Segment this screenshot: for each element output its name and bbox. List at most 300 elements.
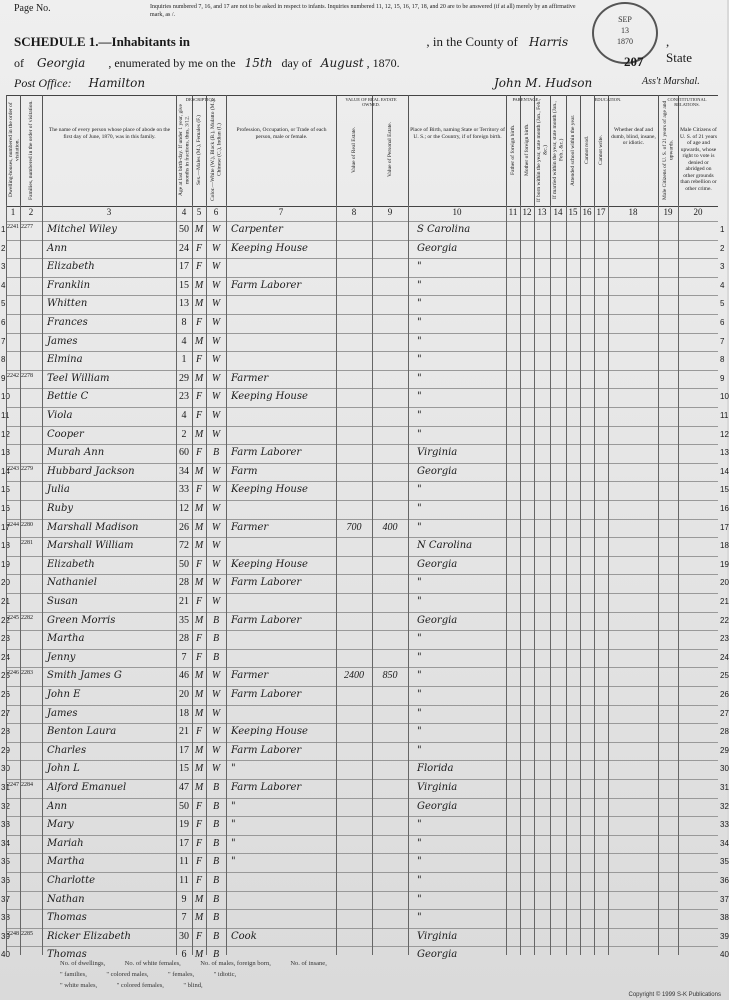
census-table: [1, 95, 729, 961]
column-divider: [534, 205, 535, 955]
cell-name: James: [47, 707, 78, 719]
line-number-left: 31: [1, 783, 10, 792]
cell-sex: F: [195, 651, 203, 663]
cell-color: W: [211, 689, 221, 700]
census-row: [1, 444, 729, 464]
column-header-15: [566, 95, 580, 205]
line-number-left: 5: [1, 299, 6, 309]
cell-name: Charles: [47, 744, 87, 756]
column-header-text: Father of foreign birth.: [510, 124, 517, 176]
cell-pe: 400: [382, 521, 398, 533]
column-divider: [206, 205, 207, 955]
column-header-11: [506, 95, 520, 205]
column-divider: [42, 205, 43, 955]
column-divider: [580, 205, 581, 955]
cell-birth: Georgia: [417, 800, 458, 812]
column-header-20: [678, 95, 718, 205]
column-divider: [192, 205, 193, 955]
cell-occ: Keeping House: [231, 484, 308, 496]
cell-age: 21: [179, 596, 189, 607]
cell-color: W: [211, 261, 221, 273]
line-number-right: 18: [720, 541, 729, 551]
cell-occ: Farm Laborer: [231, 447, 302, 459]
cell-age: 13: [179, 298, 189, 310]
column-divider: [506, 205, 507, 955]
cell-sex: M: [194, 224, 204, 235]
cell-birth: ": [417, 670, 422, 682]
line-number-left: 37: [1, 894, 10, 904]
line-number-right: 26: [720, 690, 729, 699]
column-number: 20: [693, 207, 703, 217]
column-header-1: [6, 95, 20, 205]
column-divider: [336, 205, 337, 955]
line-number-left: 34: [1, 838, 10, 848]
cell-color: W: [211, 335, 221, 347]
cell-birth: ": [417, 577, 422, 589]
line-number-left: 32: [1, 801, 10, 811]
cell-age: 19: [179, 819, 189, 831]
line-number-right: 35: [720, 857, 729, 867]
cell-birth: ": [417, 726, 422, 738]
line-number-right: 15: [720, 485, 729, 495]
census-row: [1, 277, 725, 297]
column-number: 10: [452, 207, 462, 217]
census-row: [1, 891, 729, 911]
cell-name: Elizabeth: [47, 261, 95, 273]
cell-name: Ann: [47, 800, 68, 812]
cell-color: W: [211, 391, 221, 403]
cell-sex: M: [194, 949, 204, 961]
line-number-right: 6: [720, 318, 725, 327]
column-number: 16: [582, 207, 592, 217]
cell-birth: ": [417, 279, 422, 291]
column-number: 8: [351, 207, 357, 217]
cell-dw: 2243: [7, 465, 19, 472]
cell-name: Murah Ann: [47, 447, 105, 459]
census-row: [1, 333, 725, 353]
cell-sex: F: [195, 410, 203, 421]
cell-color: B: [212, 651, 220, 663]
census-row: [1, 686, 729, 706]
cell-name: Teel William: [47, 372, 110, 384]
month-value: August: [320, 56, 364, 70]
cell-color: W: [211, 577, 221, 589]
column-divider: [20, 205, 21, 955]
cell-name: Susan: [47, 596, 78, 607]
census-row: [1, 481, 729, 501]
column-divider: [608, 205, 609, 955]
line-number-right: 2: [720, 243, 725, 253]
instructions-note: Inquiries numbered 7, 16, and 17 are not to be asked in respect to infants. Inquiries numbered 11, 12, 15, 16, 17, 18, and 20 are to be answered (if at all) merely by an affirmative mark, as /.: [150, 4, 576, 18]
column-header-text: Age at last birth-day. If under 1 year, give months in fractions, thus, 3/12.: [178, 104, 191, 196]
cell-fam: 2277: [21, 224, 33, 230]
summary-footer: [60, 958, 327, 991]
census-row: [1, 314, 725, 334]
cell-birth: ": [417, 744, 422, 756]
cell-occ: Farm: [231, 465, 258, 477]
column-number: 5: [196, 207, 202, 217]
cell-birth: ": [417, 391, 422, 403]
cell-name: Jenny: [47, 651, 76, 663]
line-number-right: 25: [720, 671, 729, 681]
cell-color: B: [212, 614, 220, 626]
column-header-text: Sex.—Males (M.), Females (F.): [196, 115, 203, 185]
census-row: [1, 407, 729, 427]
column-number: 3: [106, 207, 112, 217]
cell-sex: F: [195, 856, 203, 868]
line-number-left: 26: [1, 690, 10, 699]
line-number-right: 30: [720, 764, 729, 774]
line-number-left: 16: [1, 504, 10, 513]
cell-age: 15: [179, 763, 189, 775]
cell-occ: ": [231, 800, 236, 812]
line-number-left: 9: [1, 373, 6, 383]
line-number-left: 15: [1, 485, 10, 495]
cell-sex: F: [195, 596, 203, 607]
column-header-10: [408, 95, 506, 205]
cell-sex: M: [194, 577, 204, 589]
column-divider: [520, 205, 521, 955]
cell-birth: ": [417, 521, 422, 533]
cell-color: W: [211, 298, 221, 310]
cell-color: W: [211, 224, 221, 235]
column-divider: [594, 205, 595, 955]
line-number-right: 34: [720, 838, 729, 848]
cell-sex: M: [194, 521, 204, 533]
cell-occ: Farm Laborer: [231, 782, 302, 793]
cell-color: W: [211, 242, 221, 254]
census-row: [1, 537, 729, 557]
column-number: 19: [663, 207, 673, 217]
copyright-notice: Copyright © 1999 S-K Publications: [628, 992, 721, 998]
cell-age: 60: [179, 447, 189, 459]
line-number-right: 24: [720, 652, 729, 662]
cell-dw: 2245: [7, 614, 19, 621]
census-row: [1, 388, 729, 408]
census-row: [1, 593, 729, 613]
line-number-left: 25: [1, 671, 10, 681]
cell-fam: 2282: [21, 614, 33, 621]
line-number-left: 19: [1, 559, 10, 569]
cell-name: Cooper: [47, 428, 84, 440]
line-number-right: 19: [720, 559, 729, 569]
line-number-right: 3: [720, 262, 725, 272]
cell-age: 50: [179, 800, 189, 812]
county-label: , in the County of: [426, 34, 518, 49]
cell-birth: Georgia: [417, 949, 458, 961]
cell-occ: Farm Laborer: [231, 279, 302, 291]
stamp-year: 1870: [617, 37, 633, 46]
cell-birth: Virginia: [417, 930, 458, 942]
cell-color: W: [211, 372, 221, 384]
cell-color: W: [211, 763, 221, 775]
cell-name: Marshall Madison: [47, 521, 139, 533]
column-number: 18: [628, 207, 638, 217]
cell-age: 15: [179, 279, 189, 291]
line-number-left: 28: [1, 727, 10, 737]
column-header-text: Dwelling-houses, numbered in the order of visitation.: [8, 102, 21, 198]
cell-sex: M: [194, 298, 204, 310]
enumerated-label: , enumerated by me on the: [108, 56, 236, 70]
cell-age: 72: [179, 540, 189, 552]
cell-dw: 2241: [7, 224, 19, 230]
line-number-left: 24: [1, 652, 10, 662]
cell-name: Thomas: [47, 949, 87, 961]
cell-occ: Keeping House: [231, 391, 308, 403]
census-row: [1, 556, 729, 576]
line-number-right: 32: [720, 801, 729, 811]
cell-birth: ": [417, 819, 422, 831]
line-number-left: 12: [1, 429, 10, 439]
column-divider: [6, 205, 7, 955]
cell-age: 50: [179, 558, 189, 570]
line-number-right: 7: [720, 336, 725, 346]
column-header-14: [550, 95, 566, 205]
cell-age: 7: [181, 651, 187, 663]
line-number-left: 29: [1, 745, 10, 755]
column-header-16: [580, 95, 594, 205]
cell-sex: M: [194, 744, 204, 756]
cell-color: W: [211, 670, 221, 682]
cell-sex: F: [195, 447, 203, 459]
cell-sex: F: [195, 633, 203, 645]
cell-sex: F: [195, 726, 203, 738]
cell-birth: ": [417, 335, 422, 347]
cell-age: 7: [181, 912, 187, 924]
column-divider: [372, 205, 373, 955]
cell-age: 29: [179, 372, 189, 384]
cell-name: Mary: [47, 819, 74, 831]
cell-sex: M: [194, 912, 204, 924]
line-number-left: 13: [1, 448, 10, 458]
post-office-line: [14, 76, 714, 91]
line-number-left: 22: [1, 615, 10, 625]
line-number-right: 36: [720, 876, 729, 885]
cell-birth: N Carolina: [417, 540, 473, 552]
column-header-text: Attended school within the year.: [570, 114, 577, 186]
cell-sex: M: [194, 670, 204, 682]
cell-birth: ": [417, 633, 422, 645]
column-number: 6: [213, 207, 219, 217]
cell-occ: Farmer: [231, 521, 269, 533]
column-divider: [176, 205, 177, 955]
line-number-left: 40: [1, 950, 10, 960]
cell-age: 28: [179, 633, 189, 645]
stamp-day: 13: [621, 26, 629, 35]
column-header-text: Color.—White (W.), Black (B.), Mulatto (M.), Chinese (C.), Indian (I.): [210, 98, 223, 202]
cell-age: 4: [181, 335, 187, 347]
census-row: [1, 667, 729, 687]
cell-color: B: [212, 949, 220, 961]
cell-name: Mariah: [47, 837, 84, 849]
column-header-text: Male Citizens of U. S. of 21 years of age and upwards.: [662, 100, 675, 200]
cell-color: B: [212, 856, 220, 868]
line-number-left: 2: [1, 243, 6, 253]
column-divider: [408, 205, 409, 955]
cell-birth: S Carolina: [417, 224, 471, 235]
census-row: [1, 221, 725, 241]
cell-color: W: [211, 279, 221, 291]
cell-age: 23: [179, 391, 189, 403]
cell-color: B: [212, 447, 220, 459]
cell-dw: 2248: [7, 930, 19, 937]
cell-sex: M: [194, 614, 204, 626]
cell-name: Thomas: [47, 912, 87, 924]
page-number: 207: [624, 54, 644, 69]
cell-name: Martha: [47, 856, 85, 868]
column-header-2: [20, 95, 42, 205]
footer-line-2: " families, " colored males, " females, " idiotic,: [60, 971, 237, 978]
cell-birth: Georgia: [417, 614, 458, 626]
cell-birth: ": [417, 893, 422, 905]
cell-name: Martha: [47, 633, 85, 645]
column-header-9: [372, 95, 408, 205]
cell-age: 18: [179, 707, 189, 719]
column-header-text: Families, numbered in the order of visitation.: [28, 100, 35, 200]
cell-occ: Farm Laborer: [231, 689, 302, 700]
cell-name: Marshall William: [47, 540, 134, 552]
cell-color: W: [211, 521, 221, 533]
column-header-text: Mother of foreign birth.: [524, 123, 531, 177]
cell-name: James: [47, 335, 78, 347]
cell-occ: Carpenter: [231, 224, 283, 235]
line-number-right: 12: [720, 429, 729, 439]
schedule-label: SCHEDULE 1.—Inhabitants in: [14, 34, 190, 49]
cell-re: 700: [346, 521, 362, 533]
census-row: [1, 909, 729, 929]
column-header-12: [520, 95, 534, 205]
census-row: [1, 723, 729, 743]
cell-sex: F: [195, 261, 203, 273]
cell-occ: Farm Laborer: [231, 614, 302, 626]
column-number: 12: [522, 207, 532, 217]
cell-dw: 2247: [7, 782, 19, 788]
column-header-text: Male Citizens of U. S. of 21 years of age and upwards, whose right to vote is denied or abridged on other grounds than rebellion or other crime.: [680, 127, 717, 192]
column-number: 17: [596, 207, 606, 217]
group-value: VALUE OF REAL ESTATE OWNED.: [345, 97, 397, 107]
group-education: EDUCATION.: [594, 97, 622, 102]
cell-age: 12: [179, 503, 189, 514]
column-number: 4: [181, 207, 187, 217]
cell-sex: M: [194, 707, 204, 719]
cell-fam: 2279: [21, 465, 33, 472]
cell-fam: 2278: [21, 372, 33, 379]
cell-color: B: [212, 930, 220, 942]
cell-birth: Florida: [417, 763, 454, 775]
line-number-right: 20: [720, 578, 729, 588]
line-number-right: 8: [720, 355, 725, 365]
cell-sex: M: [194, 763, 204, 775]
cell-birth: ": [417, 596, 422, 607]
cell-birth: ": [417, 707, 422, 719]
cell-age: 33: [179, 484, 189, 496]
census-row: [1, 426, 729, 446]
census-row: [1, 760, 729, 780]
census-row: [1, 649, 729, 669]
cell-age: 46: [179, 670, 189, 682]
cell-age: 26: [179, 521, 189, 533]
page-no-label: Page No.: [14, 3, 51, 14]
cell-sex: M: [194, 540, 204, 552]
column-header-8: [336, 95, 372, 205]
census-row: [1, 630, 729, 650]
column-header-18: [608, 95, 658, 205]
line-number-right: 37: [720, 894, 729, 904]
census-row: [1, 872, 729, 892]
cell-name: Green Morris: [47, 614, 116, 626]
state-label: , State: [666, 34, 692, 65]
cell-name: Smith James G: [47, 670, 122, 682]
cell-age: 35: [179, 614, 189, 626]
cell-age: 6: [181, 949, 187, 961]
cell-age: 30: [179, 930, 189, 942]
cell-name: Mitchel Wiley: [47, 224, 117, 235]
column-number: 14: [553, 207, 563, 217]
line-number-left: 6: [1, 318, 6, 327]
cell-color: W: [211, 707, 221, 719]
cell-color: B: [212, 837, 220, 849]
line-number-right: 4: [720, 280, 725, 290]
column-header-text: Place of Birth, naming State or Territory of U. S.; or the Country, if of foreign birth.: [410, 127, 505, 140]
cell-fam: 2280: [21, 521, 33, 528]
cell-name: Viola: [47, 410, 73, 421]
cell-name: Elizabeth: [47, 558, 95, 570]
census-row: [1, 853, 729, 873]
census-row: [1, 295, 725, 315]
cell-sex: F: [195, 875, 203, 886]
line-number-right: 28: [720, 727, 729, 737]
cell-name: Nathaniel: [47, 577, 97, 589]
year-label: , 1870.: [366, 56, 400, 70]
cell-name: Ricker Elizabeth: [47, 930, 131, 942]
column-header-3: [42, 95, 176, 205]
cell-color: W: [211, 354, 221, 366]
line-number-left: 36: [1, 876, 10, 885]
line-number-left: 23: [1, 634, 10, 644]
cell-color: B: [212, 912, 220, 924]
census-row: [1, 463, 729, 483]
cell-color: W: [211, 540, 221, 552]
line-number-left: 18: [1, 541, 10, 551]
census-row: [1, 612, 729, 632]
cell-color: W: [211, 428, 221, 440]
cell-name: Julia: [47, 484, 70, 496]
cell-color: W: [211, 726, 221, 738]
cell-color: B: [212, 893, 220, 905]
line-number-left: 11: [1, 411, 10, 420]
line-number-left: 21: [1, 597, 10, 606]
cell-sex: F: [195, 819, 203, 831]
cell-name: Ruby: [47, 503, 74, 514]
state-value: Georgia: [37, 56, 86, 70]
of-label: of: [14, 56, 24, 70]
cell-sex: F: [195, 242, 203, 254]
line-number-right: 39: [720, 931, 729, 941]
cell-occ: ": [231, 819, 236, 831]
column-header-7: [226, 95, 336, 205]
column-header-4: [176, 95, 192, 205]
cell-age: 24: [179, 242, 189, 254]
cell-occ: ": [231, 837, 236, 849]
day-value: 15th: [244, 56, 273, 70]
cell-birth: ": [417, 354, 422, 366]
census-row: [1, 351, 725, 371]
cell-sex: F: [195, 930, 203, 942]
cell-dw: 2244: [7, 521, 19, 528]
cell-age: 9: [181, 893, 187, 905]
cell-sex: F: [195, 484, 203, 496]
cell-occ: ": [231, 763, 236, 775]
